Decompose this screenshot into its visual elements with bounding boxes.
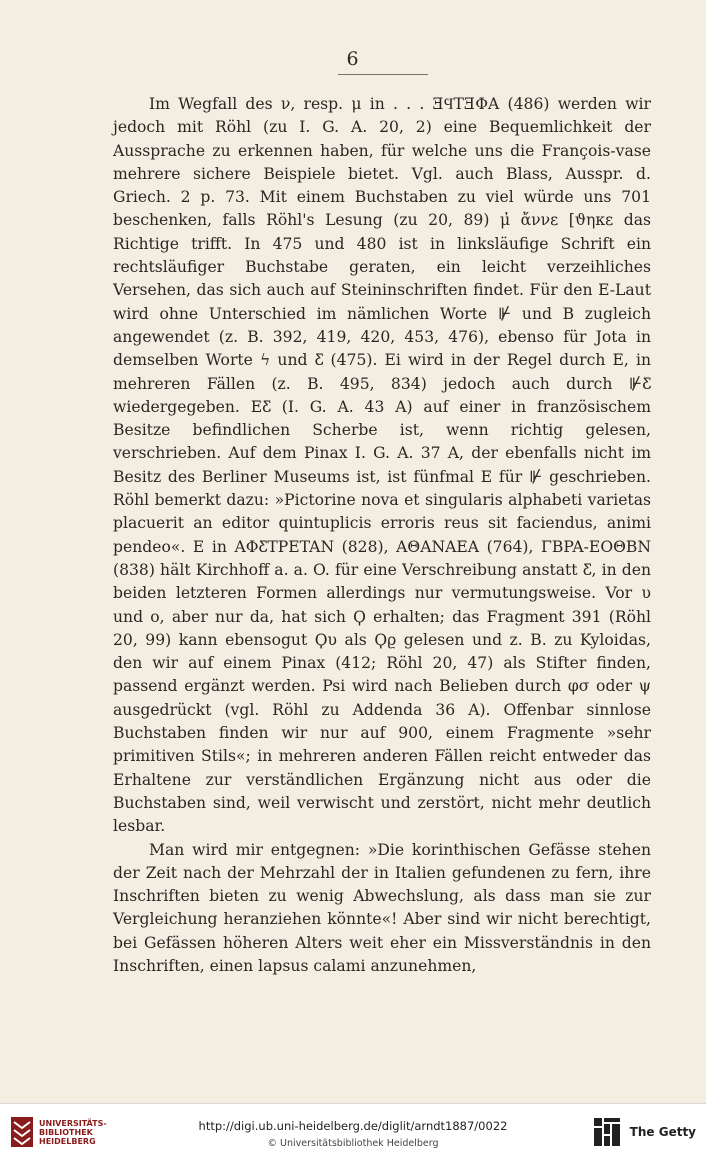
page-number: 6: [346, 48, 360, 70]
page-number-rule: [338, 74, 428, 75]
paragraph-2: Man wird mir entgegnen: »Die korinthischen Gefässe stehen der Zeit nach der Mehrzahl der in Italien gefundenen zu fern, ihre Inschriften bieten zu wenig Abwechslung, als dass man sie zur Vergleichung heranziehen könnte«! Aber sind wir nicht berechtigt, bei Gefässen höheren Alters weit eher ein Missverständnis in den Inschriften, einen lapsus calami anzunehmen,: [113, 840, 651, 975]
source-url-link[interactable]: http://digi.ub.uni-heidelberg.de/diglit/arndt1887/0022: [198, 1119, 508, 1133]
library-name: UNIVERSITÄTS- BIBLIOTHEK HEIDELBERG: [39, 1118, 107, 1146]
getty-logo-icon: [592, 1116, 622, 1148]
viewer-footer: [0, 1103, 706, 1160]
copyright-text: © Universitätsbibliothek Heidelberg: [267, 1138, 439, 1149]
getty-name: The Getty: [629, 1125, 696, 1139]
paragraph-1: Im Wegfall des ν, resp. μ in . . . ƎϤTƎΦA (486) werden wir jedoch mit Röhl (zu I. G. A. 20, 2) eine Bequemlichkeit der Aussprache zu erkennen haben, für welche uns die François-vase mehrere sichere Beispiele bietet. Vgl. auch Blass, Ausspr. d. Griech. 2 p. 73. Mit einem Buchstaben zu viel würde uns 701 beschenken, falls Röhl's Lesung (zu 20, 89) μ̓ ἄννε [ϑηκε das Richtige trifft. In 475 und 480 ist in linksläufige Schrift ein rechtsläufiger Buchstabe geraten, ein leicht verzeihliches Versehen, das sich auch auf Steininschriften findet. Für den E-Laut wird ohne Unterschied im nämlichen Worte ⊮ und B zugleich angewendet (z. B. 392, 419, 420, 453, 476), ebenso für Jota in demselben Worte ϟ und Ƹ (475). Ei wird in der Regel durch E, in mehreren Fällen (z. B. 495, 834) jedoch auch durch ⊮Ƹ wiedergegeben. EƸ (I. G. A. 43 A) auf einer in französischem Besitze befindlichen Scherbe ist, wenn richtig gelesen, verschrieben. Auf dem Pinax I. G. A. 37 A, der ebenfalls nicht im Besitz des Berliner Museums ist, ist fünfmal E für ⊮ geschrieben. Röhl bemerkt dazu: »Pictorine nova et singularis alphabeti varietas placuerit an editor quintuplicis erroris reus sit faciendus, animi pendeo«. E in AΦƸTPETAΝ (828), AΘAΝAEA (764), ΓBPA-EOΘBΝ (838) hält Kirchhoff a. a. O. für eine Verschreibung anstatt Ƹ, in den beiden letzteren Formen allerdings nur vermutungsweise. Vor υ und ο, aber nur da, hat sich Ϙ erhalten; das Fragment 391 (Röhl 20, 99) kann ebensogut Ϙυ als Ϙϱ gelesen und z. B. zu Kyloidas, den wir auf einem Pinax (412; Röhl 20, 47) als Stifter finden, passend ergänzt werden. Psi wird nach Belieben durch φσ oder ψ ausgedrückt (vgl. Röhl zu Addenda 36 A). Offenbar sinnlose Buchstaben finden wir nur auf 900, einem Fragmente »sehr primitiven Stils«; in mehreren anderen Fällen reicht entweder das Erhaltene zur verständlichen Ergänzung nicht aus oder die Buchstaben sind, weil verwischt und zerstört, nicht mehr deutlich lesbar.: [113, 95, 651, 836]
body-text: [113, 93, 651, 978]
getty-logo[interactable]: [592, 1116, 696, 1148]
